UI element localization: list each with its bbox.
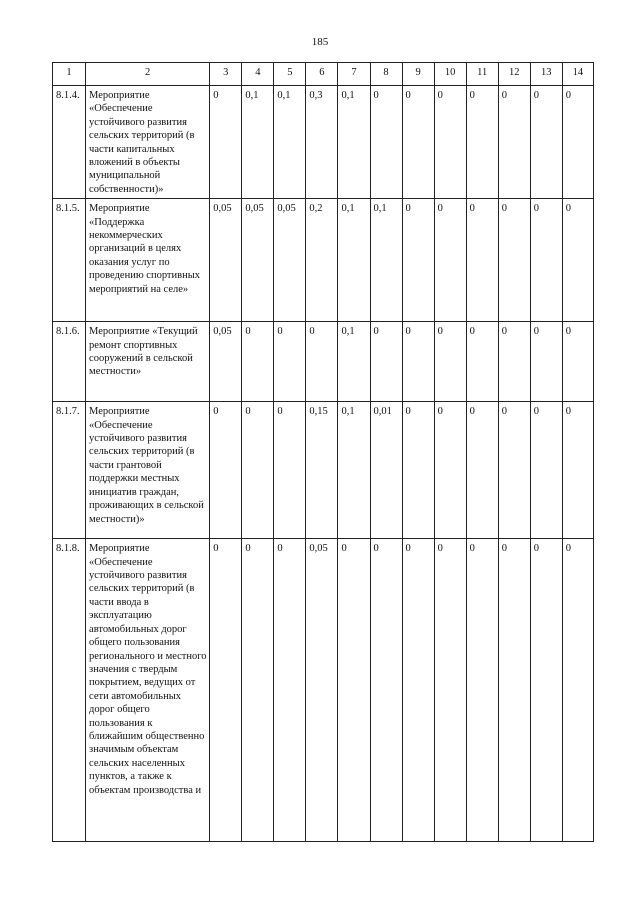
table-row [53, 539, 594, 842]
value-cell: 0,2 [306, 199, 338, 322]
value-cell: 0 [274, 539, 306, 842]
value-cell: 0,15 [306, 402, 338, 539]
value-cell: 0 [466, 199, 498, 322]
value-cell: 0 [370, 86, 402, 199]
value-cell: 0,05 [210, 322, 242, 402]
row-number: 8.1.8. [53, 539, 86, 842]
header-cell: 6 [306, 63, 338, 86]
value-cell: 0,1 [338, 402, 370, 539]
value-cell: 0,01 [370, 402, 402, 539]
value-cell: 0 [530, 322, 562, 402]
table-row [53, 322, 594, 402]
row-name: Мероприятие «Обеспечение устойчивого развития сельских территорий (в части капитальных вложений в объекты муниципальной собственности)» [86, 86, 210, 199]
value-cell: 0 [434, 86, 466, 199]
row-number: 8.1.7. [53, 402, 86, 539]
value-cell: 0 [274, 322, 306, 402]
value-cell: 0 [370, 539, 402, 842]
value-cell: 0 [434, 322, 466, 402]
value-cell: 0,05 [306, 539, 338, 842]
page-number: 185 [311, 36, 329, 48]
row-name: Мероприятие «Текущий ремонт спортивных сооружений в сельской местности» [86, 322, 210, 402]
table-row [53, 199, 594, 322]
value-cell: 0 [402, 402, 434, 539]
value-cell: 0 [434, 402, 466, 539]
value-cell: 0 [434, 199, 466, 322]
value-cell: 0 [306, 322, 338, 402]
value-cell: 0 [338, 539, 370, 842]
value-cell: 0 [210, 402, 242, 539]
value-cell: 0 [466, 539, 498, 842]
value-cell: 0,1 [338, 322, 370, 402]
value-cell: 0 [530, 539, 562, 842]
value-cell: 0,1 [242, 86, 274, 199]
row-name: Мероприятие «Обеспечение устойчивого развития сельских территорий (в части грантовой поддержки местных инициатив граждан, проживающих в сельской местности)» [86, 402, 210, 539]
table-row [53, 402, 594, 539]
header-cell: 10 [434, 63, 466, 86]
value-cell: 0 [466, 402, 498, 539]
value-cell: 0 [562, 402, 593, 539]
row-name: Мероприятие «Обеспечение устойчивого развития сельских территорий (в части ввода в эксплуатацию автомобильных дорог общего пользования регионального и местного значения с твердым покрытием, ведущих от сети автомобильных дорог общего пользования к ближайшим общественно значимым объектам сельских населенных пунктов, а также к объектам производства и [86, 539, 210, 842]
value-cell: 0 [402, 322, 434, 402]
value-cell: 0 [274, 402, 306, 539]
value-cell: 0 [210, 86, 242, 199]
header-row [53, 63, 594, 86]
value-cell: 0 [498, 322, 530, 402]
value-cell: 0 [562, 86, 593, 199]
value-cell: 0 [498, 86, 530, 199]
header-cell: 14 [562, 63, 593, 86]
header-cell: 1 [53, 63, 86, 86]
value-cell: 0,05 [210, 199, 242, 322]
value-cell: 0,1 [338, 86, 370, 199]
value-cell: 0 [370, 322, 402, 402]
value-cell: 0,3 [306, 86, 338, 199]
value-cell: 0 [562, 199, 593, 322]
header-cell: 2 [86, 63, 210, 86]
value-cell: 0 [530, 402, 562, 539]
value-cell: 0 [530, 86, 562, 199]
value-cell: 0,1 [370, 199, 402, 322]
header-cell: 8 [370, 63, 402, 86]
value-cell: 0 [242, 539, 274, 842]
value-cell: 0 [498, 402, 530, 539]
header-cell: 12 [498, 63, 530, 86]
header-cell: 4 [242, 63, 274, 86]
row-number: 8.1.5. [53, 199, 86, 322]
value-cell: 0 [466, 322, 498, 402]
value-cell: 0,05 [274, 199, 306, 322]
value-cell: 0 [242, 322, 274, 402]
header-cell: 13 [530, 63, 562, 86]
header-cell: 5 [274, 63, 306, 86]
header-cell: 11 [466, 63, 498, 86]
value-cell: 0 [402, 539, 434, 842]
value-cell: 0 [402, 86, 434, 199]
value-cell: 0,05 [242, 199, 274, 322]
value-cell: 0 [466, 86, 498, 199]
header-cell: 9 [402, 63, 434, 86]
value-cell: 0,1 [338, 199, 370, 322]
value-cell: 0 [530, 199, 562, 322]
header-cell: 3 [210, 63, 242, 86]
row-number: 8.1.4. [53, 86, 86, 199]
value-cell: 0 [402, 199, 434, 322]
row-number: 8.1.6. [53, 322, 86, 402]
row-name: Мероприятие «Поддержка некоммерческих организаций в целях оказания услуг по проведению спортивных мероприятий на селе» [86, 199, 210, 322]
value-cell: 0 [562, 539, 593, 842]
table-row [53, 86, 594, 199]
value-cell: 0 [434, 539, 466, 842]
value-cell: 0,1 [274, 86, 306, 199]
data-table [52, 62, 594, 842]
header-cell: 7 [338, 63, 370, 86]
value-cell: 0 [498, 539, 530, 842]
value-cell: 0 [210, 539, 242, 842]
value-cell: 0 [498, 199, 530, 322]
value-cell: 0 [562, 322, 593, 402]
value-cell: 0 [242, 402, 274, 539]
